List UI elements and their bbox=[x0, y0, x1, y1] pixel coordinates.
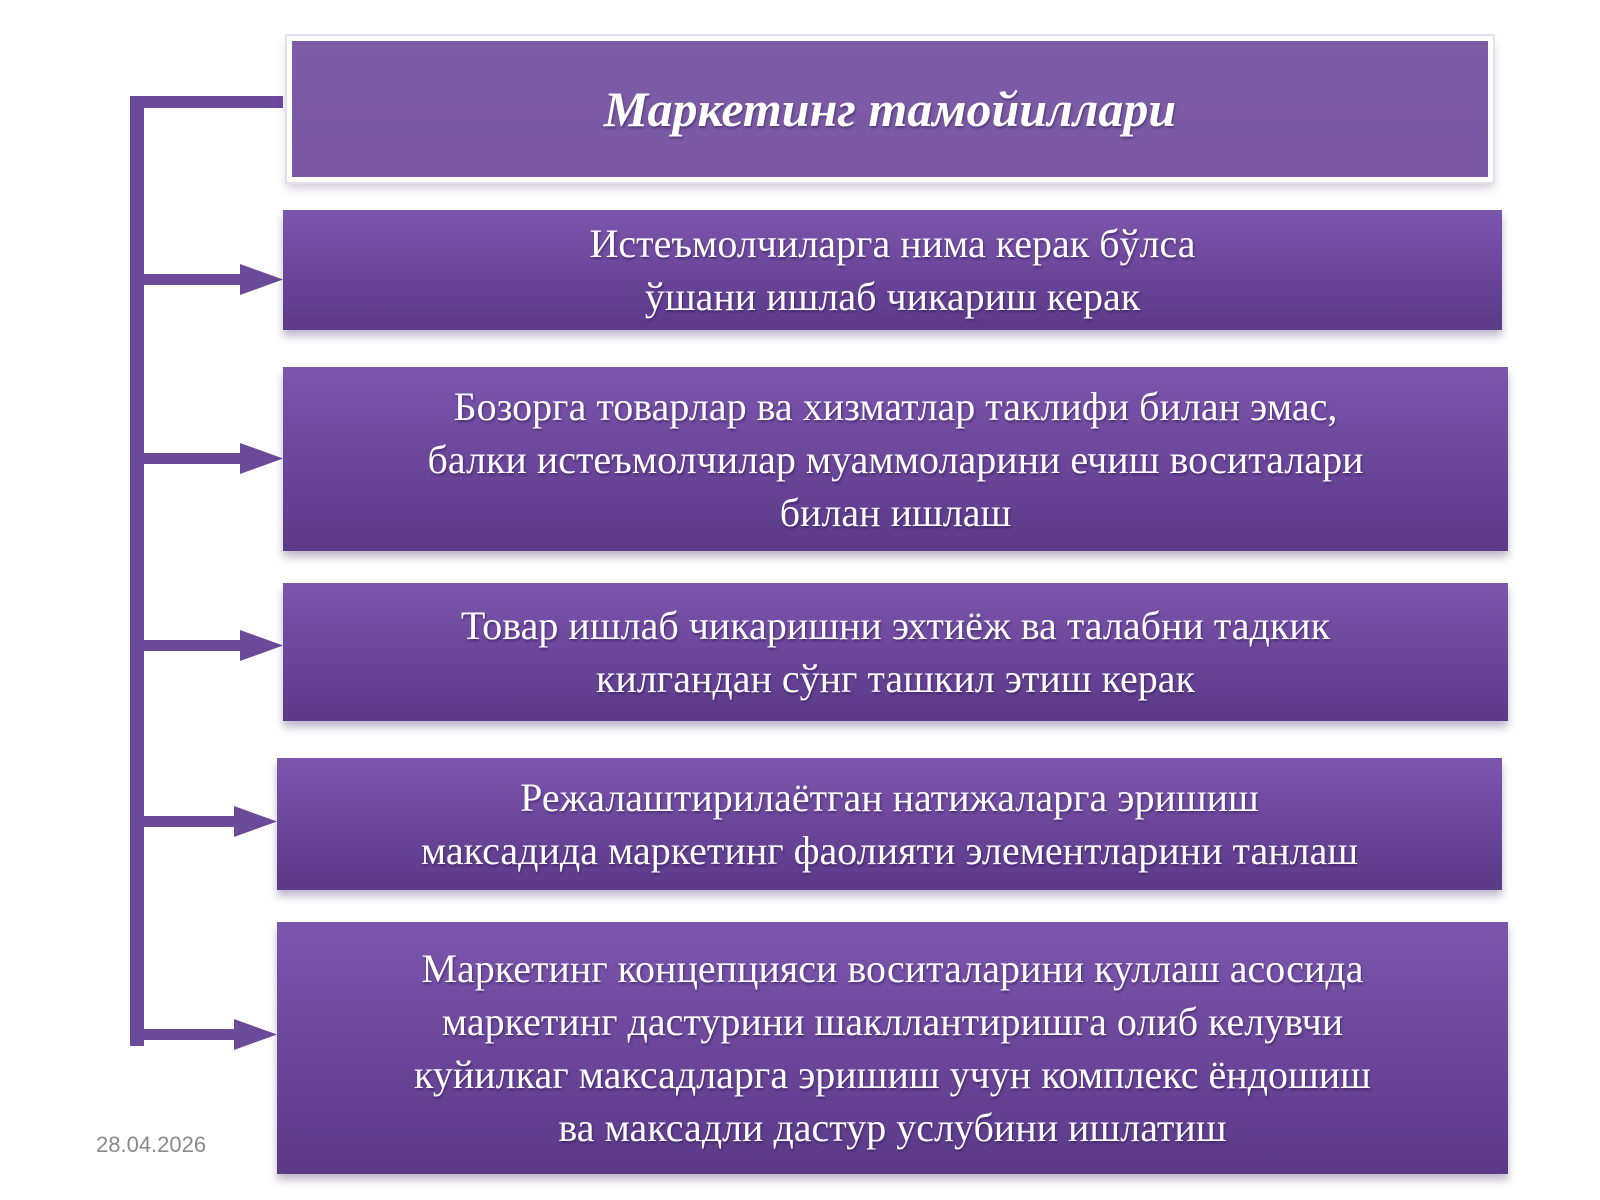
principle-box-4 bbox=[277, 758, 1502, 890]
diagram-title: Маркетинг тамойиллари bbox=[603, 81, 1177, 137]
principle-box-3 bbox=[283, 583, 1508, 721]
arrow-2 bbox=[144, 443, 283, 474]
principle-box-2 bbox=[283, 367, 1508, 551]
bracket-lines bbox=[130, 96, 283, 1046]
arrow-4 bbox=[144, 806, 277, 837]
slide-date: 28.04.2026 bbox=[96, 1132, 207, 1157]
principle-text-5: Маркетинг концепцияси воситаларини куллаш асосида маркетинг дастурини шакллантиришга олиб келувчи куйилкаг максадларга эришиш учун комплекс ёндошиш ва максадли дастур услубини ишлатиш bbox=[414, 946, 1371, 1150]
principle-text-2: Бозорга товарлар ва хизматлар таклифи билан эмас, балки истеъмолчилар муаммоларини ечиш воситалари билан ишлаш bbox=[427, 383, 1364, 535]
principle-box-5 bbox=[277, 922, 1508, 1174]
bracket-top-link bbox=[130, 96, 283, 108]
arrows bbox=[144, 264, 283, 1050]
principle-text-4: Режалаштирилаётган натижаларга эришиш максадида маркетинг фаолияти элементларини танлаш bbox=[420, 775, 1359, 873]
principle-box-1 bbox=[283, 210, 1502, 330]
principle-text-3: Товар ишлаб чикаришни эхтиёж ва талабни тадкик килгандан сўнг ташкил этиш керак bbox=[460, 603, 1331, 701]
title-box bbox=[287, 36, 1493, 182]
arrow-3 bbox=[144, 630, 283, 661]
principle-text-1: Истеъмолчиларга нима керак бўлса ўшани ишлаб чикариш керак bbox=[589, 221, 1196, 319]
arrow-1 bbox=[144, 264, 283, 295]
arrow-5 bbox=[144, 1019, 277, 1050]
bracket-spine bbox=[130, 96, 144, 1046]
